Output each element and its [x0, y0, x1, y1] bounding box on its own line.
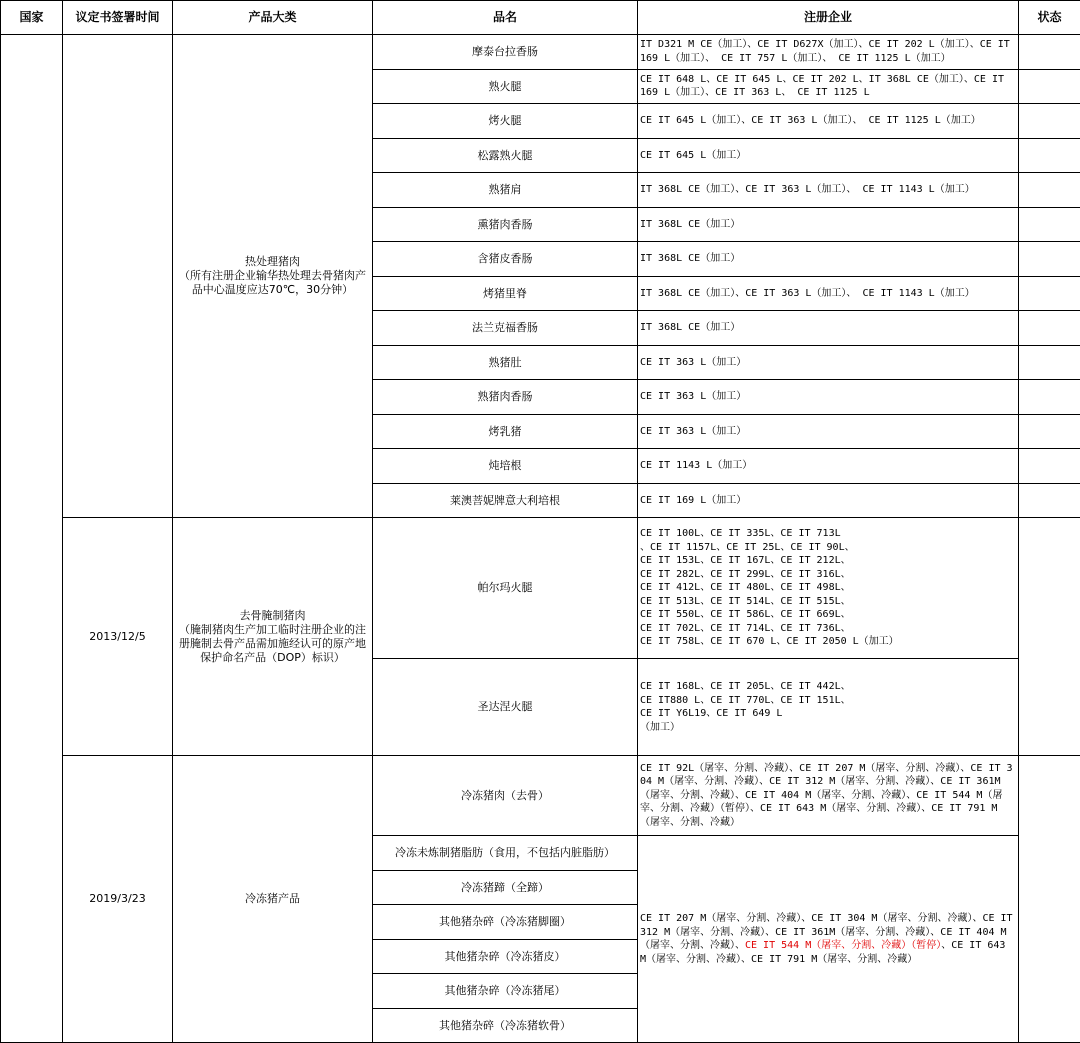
- status-cell: [1019, 311, 1080, 346]
- company-cell: CE IT 648 L、CE IT 645 L、CE IT 202 L、IT 368L CE（加工）、CE IT 169 L（加工）、CE IT 363 L、 CE IT 1125 L: [638, 69, 1019, 104]
- date-cell: 2013/12/5: [63, 518, 173, 756]
- category-cell: 冷冻猪产品: [173, 756, 373, 1043]
- product-cell: 其他猪杂碎（冷冻猪尾）: [373, 974, 638, 1009]
- product-cell: 熟猪肉香肠: [373, 380, 638, 415]
- product-cell: 松露熟火腿: [373, 138, 638, 173]
- status-cell: [1019, 207, 1080, 242]
- product-cell: 帕尔玛火腿: [373, 518, 638, 659]
- product-cell: 法兰克福香肠: [373, 311, 638, 346]
- product-cell: 烤火腿: [373, 104, 638, 139]
- company-text: CE IT 168L、CE IT 205L、CE IT 442L、 CE IT880 L、CE IT 770L、CE IT 151L、 CE IT Y6L19、CE IT 649 L （加工）: [640, 681, 851, 733]
- company-cell: [638, 518, 1019, 659]
- status-cell: [1019, 345, 1080, 380]
- product-cell: 炖培根: [373, 449, 638, 484]
- product-cell: 其他猪杂碎（冷冻猪皮）: [373, 939, 638, 974]
- product-cell: 冷冻未炼制猪脂肪（食用，不包括内脏脂肪）: [373, 836, 638, 871]
- date-cell: 2019/3/23: [63, 756, 173, 1043]
- company-text: 、CE IT 643 M（屠宰、分割、冷藏）、CE IT 791 M（屠宰、分割、冷藏）: [640, 940, 1006, 965]
- product-cell: 莱澳菩妮牌意大利培根: [373, 483, 638, 518]
- product-cell: 熏猪肉香肠: [373, 207, 638, 242]
- company-cell: IT D321 M CE（加工）、CE IT D627X（加工）、CE IT 202 L（加工）、CE IT 169 L（加工）、 CE IT 757 L（加工）、 CE IT 1125 L（加工）: [638, 35, 1019, 70]
- header-product: 品名: [373, 1, 638, 35]
- header-company: 注册企业: [638, 1, 1019, 35]
- header-date: 议定书签署时间: [63, 1, 173, 35]
- status-cell: [1019, 138, 1080, 173]
- header-category: 产品大类: [173, 1, 373, 35]
- product-cell: 熟猪肩: [373, 173, 638, 208]
- company-cell: CE IT 1143 L（加工）: [638, 449, 1019, 484]
- product-cell: 摩泰台拉香肠: [373, 35, 638, 70]
- status-cell: [1019, 414, 1080, 449]
- company-text: CE IT 100L、CE IT 335L、CE IT 713L 、CE IT 1157L、CE IT 25L、CE IT 90L、 CE IT 153L、CE IT 167L、CE IT 212L、 CE IT 282L、CE IT 299L、CE IT 316L、 CE IT 412L、CE IT 480L、CE IT 498L、 CE IT 513L、CE IT 514L、CE IT 515L、 CE IT 550L、CE IT 586L、CE IT 669L、 CE IT 702L、CE IT 714L、CE IT 736L、 CE IT 758L、CE IT 670 L、CE IT 2050 L（加工）: [640, 528, 899, 648]
- product-cell: 其他猪杂碎（冷冻猪软骨）: [373, 1008, 638, 1043]
- product-cell: 其他猪杂碎（冷冻猪脚圈）: [373, 905, 638, 940]
- company-cell: IT 368L CE（加工）: [638, 311, 1019, 346]
- product-cell: 冷冻猪蹄（全蹄）: [373, 870, 638, 905]
- company-cell: IT 368L CE（加工）、CE IT 363 L（加工）、 CE IT 1143 L（加工）: [638, 276, 1019, 311]
- company-text: CE IT 207 M（屠宰、分割、冷藏）、CE IT 304 M（屠宰、分割、冷藏）、CE IT 312 M（屠宰、分割、冷藏）、CE IT 361M（屠宰、分割、冷藏）、CE IT 404 M（屠宰、分割、冷藏）、: [640, 913, 1013, 951]
- company-cell: CE IT 169 L（加工）: [638, 483, 1019, 518]
- suspended-company-text: CE IT 544 M（屠宰、分割、冷藏）（暂停）: [745, 940, 942, 951]
- company-cell: CE IT 645 L（加工）、CE IT 363 L（加工）、 CE IT 1125 L（加工）: [638, 104, 1019, 139]
- product-cell: 圣达涅火腿: [373, 659, 638, 756]
- company-cell: IT 368L CE（加工）: [638, 207, 1019, 242]
- status-cell: [1019, 756, 1080, 1043]
- product-cell: 烤乳猪: [373, 414, 638, 449]
- status-cell: [1019, 518, 1080, 756]
- status-cell: [1019, 242, 1080, 277]
- header-status: 状态: [1019, 1, 1080, 35]
- status-cell: [1019, 173, 1080, 208]
- company-cell: CE IT 363 L（加工）: [638, 380, 1019, 415]
- category-cell: 去骨腌制猪肉 （腌制猪肉生产加工临时注册企业的注册腌制去骨产品需加施经认可的原产地保护命名产品（DOP）标识）: [173, 518, 373, 756]
- product-cell: 冷冻猪肉（去骨）: [373, 756, 638, 836]
- status-cell: [1019, 449, 1080, 484]
- header-row: [1, 1, 1080, 35]
- status-cell: [1019, 380, 1080, 415]
- product-cell: 含猪皮香肠: [373, 242, 638, 277]
- product-cell: 熟猪肚: [373, 345, 638, 380]
- company-cell: CE IT 92L（屠宰、分割、冷藏）、CE IT 207 M（屠宰、分割、冷藏）、CE IT 304 M（屠宰、分割、冷藏）、CE IT 312 M（屠宰、分割、冷藏）、CE IT 361M（屠宰、分割、冷藏）、CE IT 404 M（屠宰、分割、冷藏）、CE IT 544 M（屠宰、分割、冷藏）（暂停）、CE IT 643 M（屠宰、分割、冷藏）、CE IT 791 M（屠宰、分割、冷藏）: [638, 756, 1019, 836]
- status-cell: [1019, 483, 1080, 518]
- date-cell: [63, 35, 173, 518]
- status-cell: [1019, 69, 1080, 104]
- company-cell: [638, 659, 1019, 756]
- category-cell: 热处理猪肉 （所有注册企业输华热处理去骨猪肉产品中心温度应达70℃，30分钟）: [173, 35, 373, 518]
- company-cell: IT 368L CE（加工）: [638, 242, 1019, 277]
- status-cell: [1019, 104, 1080, 139]
- company-cell: CE IT 645 L（加工）: [638, 138, 1019, 173]
- table-row: [1, 756, 1080, 836]
- product-cell: 熟火腿: [373, 69, 638, 104]
- country-cell: [1, 35, 63, 1043]
- status-cell: [1019, 276, 1080, 311]
- company-cell: CE IT 363 L（加工）: [638, 345, 1019, 380]
- company-cell: CE IT 363 L（加工）: [638, 414, 1019, 449]
- status-cell: [1019, 35, 1080, 70]
- header-country: 国家: [1, 1, 63, 35]
- company-cell-shared: [638, 836, 1019, 1043]
- table-row: [1, 518, 1080, 659]
- table-row: [1, 35, 1080, 70]
- product-cell: 烤猪里脊: [373, 276, 638, 311]
- company-cell: IT 368L CE（加工）、CE IT 363 L（加工）、 CE IT 1143 L（加工）: [638, 173, 1019, 208]
